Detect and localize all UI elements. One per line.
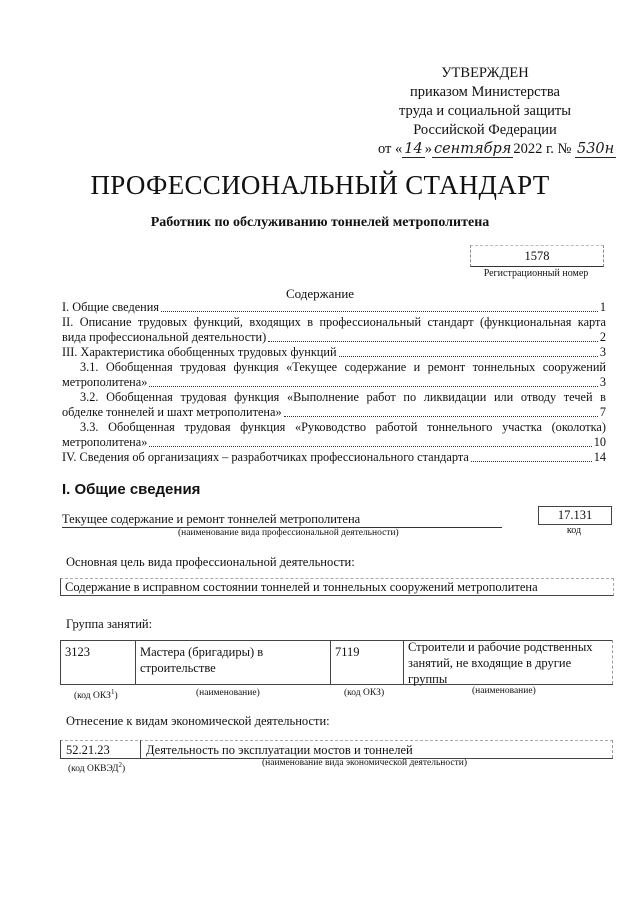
toc-item[interactable] [62, 390, 606, 420]
goal-box [60, 578, 614, 596]
toc-item[interactable] [62, 450, 606, 465]
toc-item-text: II. Описание трудовых функций, входящих в профессиональный стандарт (функциональная карта [62, 315, 606, 329]
okved-code: 52.21.23 [66, 743, 110, 757]
toc-item[interactable] [62, 360, 606, 390]
group-label: Группа занятий: [66, 617, 153, 631]
okved-top-border [60, 740, 613, 741]
okved-divider [140, 740, 141, 758]
group-name-line: Строители и рабочие родственных [408, 640, 593, 654]
toc-item[interactable] [62, 420, 606, 450]
group-table-divider [403, 640, 404, 684]
group-name-line: группы [408, 672, 448, 686]
approval-line-1: УТВЕРЖДЕН [441, 65, 529, 81]
toc-item[interactable] [62, 300, 606, 315]
toc-leader [149, 446, 591, 447]
toc-item[interactable] [62, 345, 606, 360]
goal-label: Основная цель вида профессиональной деятельности: [66, 555, 355, 569]
toc-item-page: 3 [599, 345, 606, 359]
toc-leader [268, 341, 598, 342]
footnote-marker: 2 [118, 761, 122, 769]
toc-item-page: 7 [599, 405, 606, 419]
group-name-line: строительстве [140, 661, 216, 675]
group-code-1: 3123 [65, 645, 90, 659]
okz-caption-1 [74, 688, 118, 701]
okved-right-border [612, 740, 613, 758]
toc-item-text: IV. Сведения об организациях – разработчиках профессионального стандарта [62, 450, 469, 464]
toc-item-page: 3 [599, 375, 606, 389]
toc-item-page: 10 [593, 435, 606, 449]
toc-item-text-cont: вида профессиональной деятельности) [62, 330, 267, 344]
toc-item-text: III. Характеристика обобщенных трудовых функций [62, 345, 337, 359]
toc-item-text: 3.1. Обобщенная трудовая функция «Текущее содержание и ремонт тоннельных сооружений [80, 360, 606, 374]
activity-name: Текущее содержание и ремонт тоннелей метрополитена [62, 512, 361, 526]
date-day: 14 [404, 141, 423, 157]
toc-item-text-cont: метрополитена» [62, 435, 148, 449]
name-caption-2: (наименование) [472, 686, 536, 696]
okved-code-caption [68, 761, 125, 774]
toc-leader [339, 356, 598, 357]
okz-caption-end: ) [114, 691, 118, 702]
toc-item-text-cont: обделке тоннелей и шахт метрополитена» [62, 405, 282, 419]
footnote-marker: 1 [110, 688, 115, 696]
okved-name: Деятельность по эксплуатации мостов и тоннелей [146, 743, 413, 757]
toc-item-page: 1 [599, 300, 606, 314]
toc-item-page: 2 [599, 330, 606, 344]
group-table-right-border [612, 640, 613, 684]
group-code-2: 7119 [335, 645, 360, 659]
activity-caption: (наименование вида профессиональной деятельности) [178, 528, 399, 538]
toc-item-text: 3.3. Обобщенная трудовая функция «Руководство работой тоннельного участка (околотка) [80, 420, 606, 434]
order-number: 530н [576, 141, 615, 157]
group-name-line: Мастера (бригадиры) в [140, 645, 264, 659]
group-name-2 [408, 639, 593, 687]
group-table-left-border [60, 640, 61, 684]
group-name-line: занятий, не входящие в другие [408, 656, 572, 670]
approval-date-line [360, 140, 615, 159]
date-month: сентября [433, 141, 512, 157]
toc-leader [149, 386, 597, 387]
okved-left-border [60, 740, 61, 758]
registration-number-label: Регистрационный номер [483, 268, 589, 279]
toc-leader [161, 311, 598, 312]
approval-line-2: приказом Министерства [410, 84, 560, 100]
toc-item[interactable] [62, 315, 606, 345]
toc-item-text: 3.2. Обобщенная трудовая функция «Выполнение работ по ликвидации или отводу течей в [80, 390, 606, 404]
toc-leader [284, 416, 598, 417]
toc-leader [471, 461, 592, 462]
goal-text: Содержание в исправном состоянии тоннелей и тоннельных сооружений метрополитена [65, 580, 538, 594]
approval-line-3: труда и социальной защиты [399, 103, 571, 119]
okz-caption-2: (код ОКЗ) [344, 688, 385, 698]
registration-number-box: 1578 [470, 245, 604, 267]
date-year: 2022 г. № [513, 141, 572, 157]
name-caption-1: (наименование) [196, 688, 260, 698]
group-name-1 [140, 644, 263, 676]
activity-name-field [62, 511, 502, 528]
date-mid: » [424, 141, 432, 157]
toc-item-page: 14 [593, 450, 606, 464]
group-table-divider [135, 640, 136, 684]
okved-caption-text: (код ОКВЭД [68, 764, 119, 775]
toc-item-text-cont: метрополитена» [62, 375, 148, 389]
okz-caption-text: (код ОКЗ [74, 691, 111, 702]
activity-code-caption: код [566, 525, 582, 536]
group-table-divider [330, 640, 331, 684]
approval-block [360, 64, 615, 159]
approval-line-4: Российской Федерации [413, 122, 557, 138]
document-subtitle: Работник по обслуживанию тоннелей метрополитена [150, 215, 490, 230]
toc-heading: Содержание [285, 286, 355, 301]
okved-caption-end: ) [121, 764, 126, 775]
activity-code-box: 17.131 [538, 506, 612, 525]
table-of-contents [62, 300, 606, 465]
toc-item-text: I. Общие сведения [62, 300, 159, 314]
okved-name-caption: (наименование вида экономической деятельности) [262, 758, 467, 768]
document-title: ПРОФЕССИОНАЛЬНЫЙ СТАНДАРТ [90, 170, 550, 200]
date-prefix: от « [378, 141, 403, 157]
section-title: I. Общие сведения [62, 481, 201, 498]
econ-activity-label: Отнесение к видам экономической деятельности: [66, 714, 330, 728]
